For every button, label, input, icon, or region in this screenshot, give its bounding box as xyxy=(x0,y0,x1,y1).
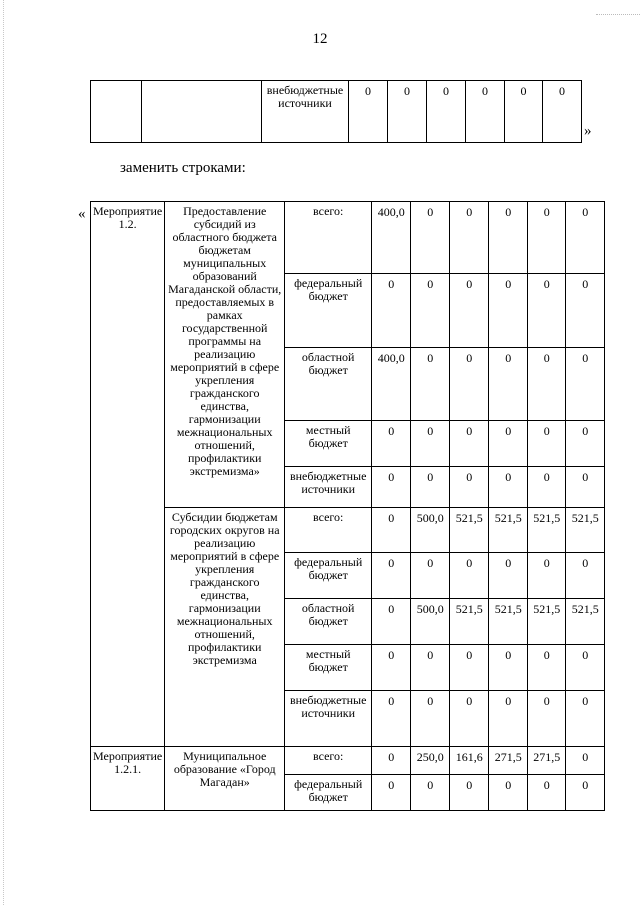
value-cell: 521,5 xyxy=(566,508,605,553)
description-cell: Муниципальное образование «Город Магадан» xyxy=(165,747,285,811)
value-cell: 500,0 xyxy=(411,508,450,553)
value-cell: 0 xyxy=(566,747,605,775)
source-cell: внебюджетные источники xyxy=(262,81,349,143)
value-cell: 0 xyxy=(411,421,450,467)
value-cell: 0 xyxy=(450,202,489,274)
table-row xyxy=(91,81,582,143)
description-cell: Субсидии бюджетам городских округов на реализацию мероприятий в сфере укрепления гражданского единства, гармонизации межнациональных отношений, профилактики экстремизма xyxy=(165,508,285,747)
value-cell: 500,0 xyxy=(411,599,450,645)
page-number: 12 xyxy=(312,31,328,47)
continuation-table xyxy=(90,80,582,143)
value-cell: 0 xyxy=(450,274,489,348)
value-cell: 0 xyxy=(489,421,528,467)
value-cell: 0 xyxy=(566,691,605,747)
value-cell: 521,5 xyxy=(489,599,528,645)
value-cell: 521,5 xyxy=(528,508,566,553)
value-cell: 161,6 xyxy=(450,747,489,775)
table-row xyxy=(91,202,605,274)
value-cell: 400,0 xyxy=(372,348,411,421)
value-cell: 0 xyxy=(450,467,489,508)
value-cell: 400,0 xyxy=(372,202,411,274)
value-cell: 0 xyxy=(489,202,528,274)
value-cell: 0 xyxy=(427,81,466,143)
source-cell: внебюджетные источники xyxy=(285,691,372,747)
value-cell: 0 xyxy=(450,645,489,691)
value-cell: 0 xyxy=(349,81,388,143)
source-cell: федеральный бюджет xyxy=(285,274,372,348)
value-cell: 521,5 xyxy=(528,599,566,645)
value-cell: 521,5 xyxy=(566,599,605,645)
source-cell: областной бюджет xyxy=(285,348,372,421)
value-cell: 0 xyxy=(489,645,528,691)
source-cell: всего: xyxy=(285,508,372,553)
value-cell: 0 xyxy=(450,421,489,467)
value-cell: 0 xyxy=(411,775,450,811)
value-cell: 0 xyxy=(528,202,566,274)
value-cell: 0 xyxy=(566,645,605,691)
source-cell: всего: xyxy=(285,202,372,274)
value-cell: 0 xyxy=(528,775,566,811)
value-cell: 250,0 xyxy=(411,747,450,775)
source-cell: внебюджетные источники xyxy=(285,467,372,508)
value-cell: 0 xyxy=(388,81,427,143)
scan-edge-marks xyxy=(3,0,6,905)
description-cell xyxy=(142,81,262,143)
measure-cell: Мероприятие 1.2.1. xyxy=(91,747,165,811)
value-cell: 0 xyxy=(450,348,489,421)
table-row xyxy=(91,508,605,553)
value-cell: 0 xyxy=(489,775,528,811)
value-cell: 0 xyxy=(450,775,489,811)
value-cell: 521,5 xyxy=(489,508,528,553)
opening-quote: « xyxy=(78,206,86,222)
value-cell: 0 xyxy=(372,599,411,645)
value-cell: 0 xyxy=(566,467,605,508)
source-cell: федеральный бюджет xyxy=(285,553,372,599)
value-cell: 0 xyxy=(505,81,543,143)
value-cell: 0 xyxy=(411,467,450,508)
value-cell: 0 xyxy=(566,775,605,811)
value-cell: 0 xyxy=(489,348,528,421)
value-cell: 0 xyxy=(528,421,566,467)
value-cell: 0 xyxy=(528,467,566,508)
value-cell: 0 xyxy=(466,81,505,143)
value-cell: 0 xyxy=(372,775,411,811)
value-cell: 0 xyxy=(372,467,411,508)
value-cell: 0 xyxy=(372,553,411,599)
value-cell: 0 xyxy=(450,553,489,599)
value-cell: 0 xyxy=(489,467,528,508)
value-cell: 0 xyxy=(372,691,411,747)
value-cell: 0 xyxy=(566,553,605,599)
scan-corner-mark xyxy=(596,0,640,15)
value-cell: 521,5 xyxy=(450,599,489,645)
measures-table xyxy=(90,201,605,811)
value-cell: 0 xyxy=(411,553,450,599)
measure-cell: Мероприятие 1.2. xyxy=(91,202,165,747)
value-cell: 0 xyxy=(489,691,528,747)
value-cell: 0 xyxy=(372,747,411,775)
value-cell: 0 xyxy=(566,421,605,467)
value-cell: 0 xyxy=(411,274,450,348)
replace-instruction: заменить строками: xyxy=(120,160,246,176)
measure-cell xyxy=(91,81,142,143)
value-cell: 0 xyxy=(528,645,566,691)
value-cell: 0 xyxy=(372,508,411,553)
value-cell: 0 xyxy=(411,645,450,691)
value-cell: 0 xyxy=(372,645,411,691)
value-cell: 0 xyxy=(411,691,450,747)
value-cell: 0 xyxy=(528,348,566,421)
value-cell: 271,5 xyxy=(528,747,566,775)
value-cell: 0 xyxy=(566,348,605,421)
value-cell: 0 xyxy=(528,553,566,599)
value-cell: 0 xyxy=(411,348,450,421)
source-cell: всего: xyxy=(285,747,372,775)
value-cell: 0 xyxy=(372,421,411,467)
value-cell: 0 xyxy=(450,691,489,747)
value-cell: 0 xyxy=(489,553,528,599)
value-cell: 0 xyxy=(543,81,582,143)
value-cell: 0 xyxy=(528,274,566,348)
value-cell: 0 xyxy=(566,274,605,348)
source-cell: местный бюджет xyxy=(285,421,372,467)
value-cell: 0 xyxy=(489,274,528,348)
source-cell: федеральный бюджет xyxy=(285,775,372,811)
source-cell: местный бюджет xyxy=(285,645,372,691)
value-cell: 0 xyxy=(372,274,411,348)
value-cell: 271,5 xyxy=(489,747,528,775)
source-cell: областной бюджет xyxy=(285,599,372,645)
closing-quote: » xyxy=(584,123,592,139)
value-cell: 521,5 xyxy=(450,508,489,553)
value-cell: 0 xyxy=(566,202,605,274)
table-row xyxy=(91,747,605,775)
value-cell: 0 xyxy=(411,202,450,274)
description-cell: Предоставление субсидий из областного бюджета бюджетам муниципальных образований Магаданской области, предоставляемых в рамках государственной программы на реализацию мероприятий в сфере укрепления гражданского единства, гармонизации межнациональных отношений, профилактики экстремизма» xyxy=(165,202,285,508)
value-cell: 0 xyxy=(528,691,566,747)
